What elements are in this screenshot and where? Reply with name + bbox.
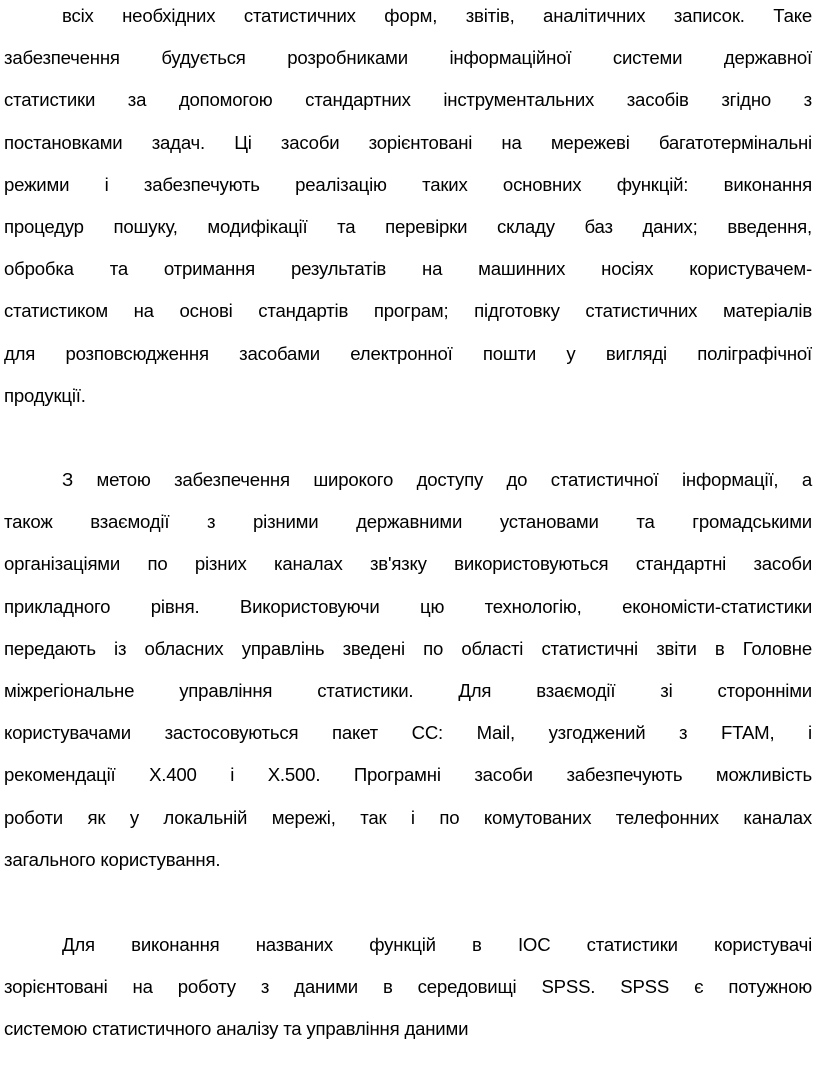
paragraph-2 [4, 459, 812, 881]
paragraph-3 [4, 924, 812, 1051]
paragraph-1 [4, 0, 812, 417]
paragraph-line: передають із обласних управлінь зведені по області статистичні звіти в Головне [4, 637, 812, 659]
paragraph-line: міжрегіональне управління статистики. Для взаємодії зі сторонніми [4, 679, 812, 701]
paragraph-line: для розповсюдження засобами електронної пошти у вигляді поліграфічної [4, 342, 812, 364]
paragraph-line: статистики за допомогою стандартних інструментальних засобів згідно з [4, 89, 812, 111]
paragraph-line: також взаємодії з різними державними установами та громадськими [4, 511, 812, 533]
paragraph-line: системою статистичного аналізу та управління даними [4, 1018, 469, 1040]
paragraph-line: статистиком на основі стандартів програм; підготовку статистичних матеріалів [4, 300, 812, 322]
paragraph-line: прикладного рівня. Використовуючи цю технологію, економісти-статистики [4, 595, 812, 617]
paragraph-line: режими і забезпечують реалізацію таких основних функцій: виконання [4, 173, 812, 195]
paragraph-line: процедур пошуку, модифікації та перевірки складу баз даних; введення, [4, 215, 812, 237]
paragraph-line: З метою забезпечення широкого доступу до статистичної інформації, а [62, 469, 812, 490]
paragraph-line: забезпечення будується розробниками інформаційної системи державної [4, 47, 812, 69]
paragraph-line: роботи як у локальній мережі, так і по комутованих телефонних каналах [4, 806, 812, 828]
paragraph-line: продукції. [4, 384, 86, 406]
paragraph-line: організаціями по різних каналах зв'язку використовуються стандартні засоби [4, 553, 812, 575]
paragraph-line: загального користування. [4, 848, 221, 870]
paragraph-line: постановками задач. Ці засоби зорієнтовані на мережеві багатотермінальні [4, 131, 812, 153]
paragraph-line: всіх необхідних статистичних форм, звітів, аналітичних записок. Таке [62, 5, 812, 26]
document-page [4, 0, 812, 1083]
paragraph-line: обробка та отримання результатів на машинних носіях користувачем- [4, 258, 812, 280]
paragraph-line: рекомендації Х.400 і Х.500. Програмні засоби забезпечують можливість [4, 764, 812, 786]
paragraph-line: користувачами застосовуються пакет СС: Mail, узгоджений з FTAM, і [4, 722, 812, 744]
paragraph-line: зорієнтовані на роботу з даними в середовищі SPSS. SPSS є потужною [4, 976, 812, 998]
paragraph-line: Для виконання названих функцій в ІОС статистики користувачі [62, 934, 812, 955]
